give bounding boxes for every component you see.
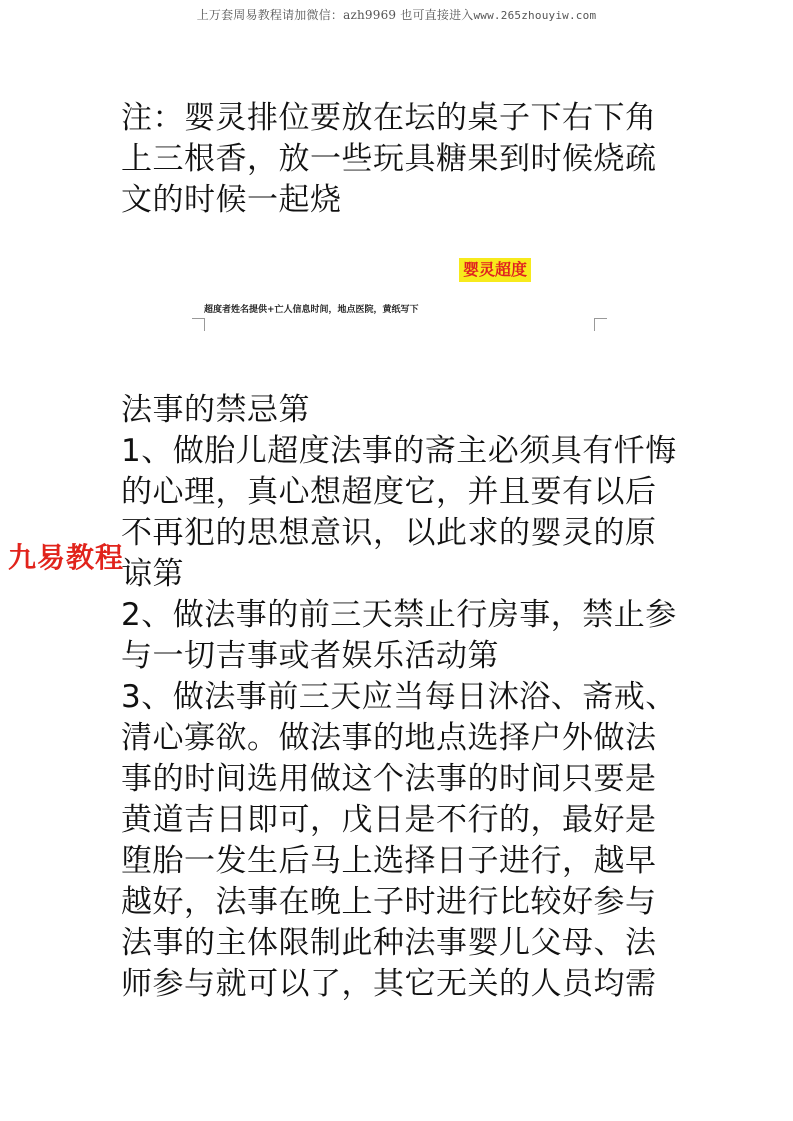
watermark-url: www.265zhouyiw.com bbox=[473, 9, 597, 22]
embedded-image-title: 婴灵超度 bbox=[459, 258, 531, 282]
body-paragraph: 法事的禁忌第 1、做胎儿超度法事的斋主必须具有忏悔 的心理，真心想超度它，并且要有以后 不再犯的思想意识，以此求的婴灵的原 谅第 2、做法事的前三天禁止行房事，禁止参 与一切吉事或者娱乐活动第 3、做法事前三天应当每日沐浴、斋戒、 清心寡欲。做法事的地点选择户外做法 事的时间选用做这个法事的时间只要是 黄道吉日即可，戊日是不行的，最好是 堕胎一发生后马上选择日子进行，越早 越好，法事在晚上子时进行比较好参与 法事的主体限制此种法事婴儿父母、法 师参与就可以了，其它无关的人员均需 bbox=[121, 392, 677, 1002]
crop-corner-right bbox=[594, 318, 607, 331]
crop-corner-left bbox=[192, 318, 205, 331]
note-paragraph: 注：婴灵排位要放在坛的桌子下右下角 上三根香，放一些玩具糖果到时候烧疏 文的时候一起烧 bbox=[121, 100, 657, 218]
brand-watermark-stamp: 九易教程 bbox=[8, 541, 125, 574]
embedded-image-caption: 超度者姓名提供+亡人信息时间，地点医院，黄纸写下 bbox=[204, 305, 419, 315]
watermark-text: 上万套周易教程请加微信：azh9969 也可直接进入 bbox=[196, 8, 474, 22]
header-watermark bbox=[0, 6, 793, 23]
